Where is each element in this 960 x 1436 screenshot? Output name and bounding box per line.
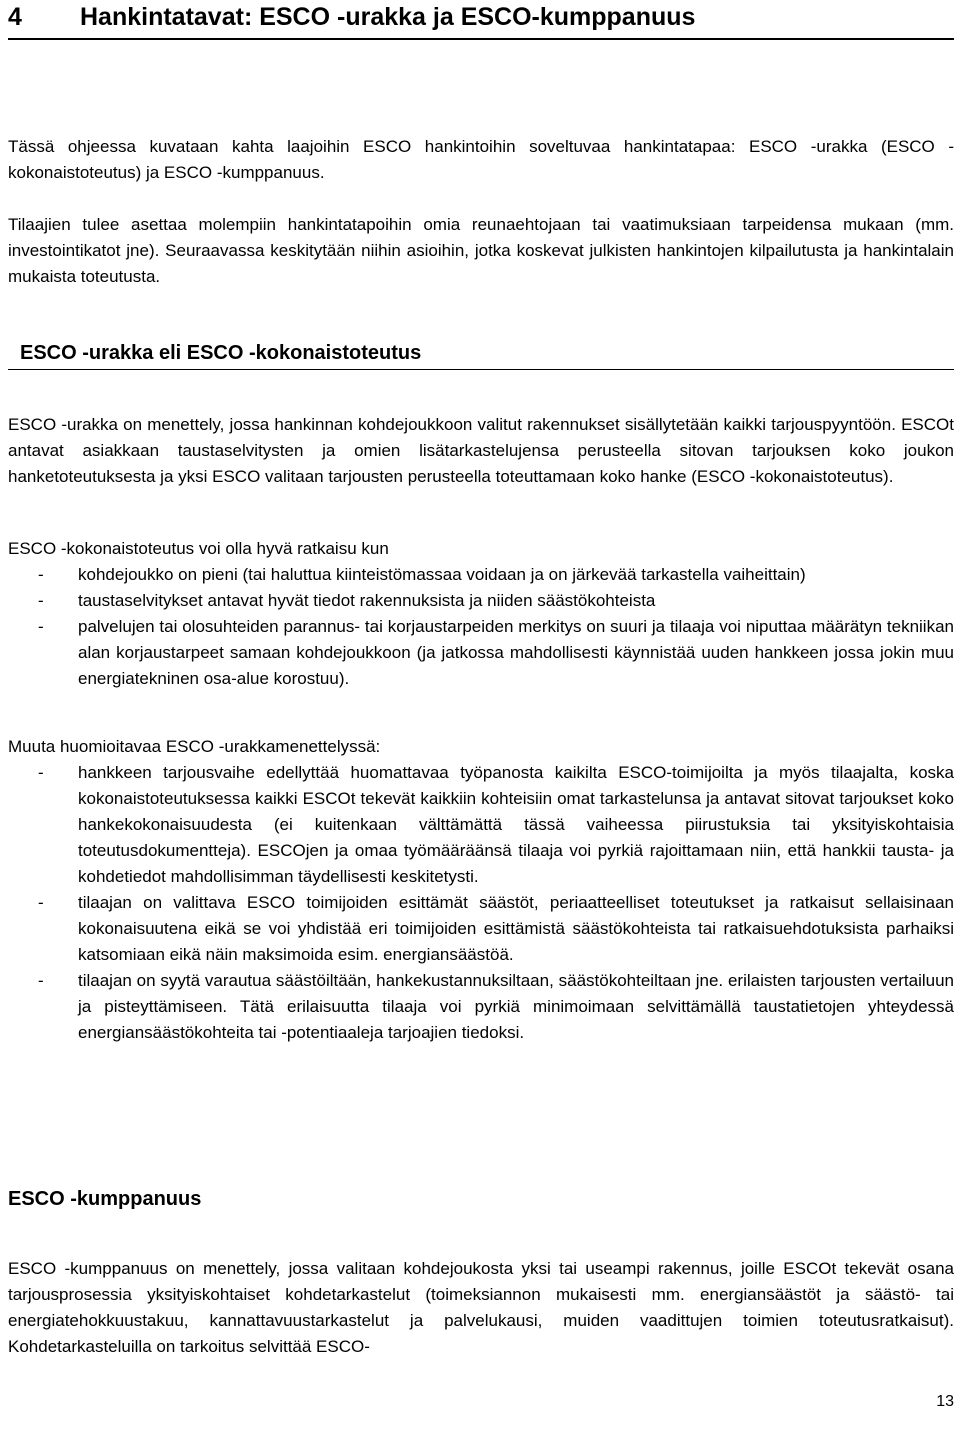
- list-item: [8, 890, 954, 968]
- list-item-text: kohdejoukko on pieni (tai haluttua kiinteistömassaa voidaan ja on järkevää tarkastella vaiheittain): [78, 565, 806, 584]
- list-item: [8, 760, 954, 890]
- list-item-text: hankkeen tarjousvaihe edellyttää huomattavaa työpanosta kaikilta ESCO-toimijoilta ja myös tilaajalta, koska kokonaistoteutuksessa kaikki ESCOt tekevät kaikkiin kohteisiin omat tarkastelunsa ja antavat sitovat tarjoukset koko hankekokonaisuudesta (ei kuitenkaan välttämättä tässä vaiheessa piirustuksia tai yksityiskohtaisia toteutusdokumentteja). ESCOjen ja omaa työmääräänsä tilaaja voi pyrkiä rajoittamaan niin, että hankkii tausta- ja kohdetiedot mahdollisimman täydellisesti keskitetysti.: [78, 763, 954, 886]
- intro-paragraph-1: Tässä ohjeessa kuvataan kahta laajoihin ESCO hankintoihin soveltuvaa hankintatapaa: ESCO -urakka (ESCO -kokonaistoteutus) ja ESCO -kumppanuus.: [8, 137, 954, 182]
- section-heading-esco-kumppanuus: ESCO -kumppanuus: [8, 1188, 202, 1210]
- list-item: [8, 588, 954, 614]
- list-item-text: palvelujen tai olosuhteiden parannus- tai korjaustarpeiden merkitys on suuri ja tilaaja voi niputtaa määrätyn tekniikan alan korjaustarpeet samaan kohdejoukkoon (ja jatkossa mahdollisesti käynnistää uuden hankkeen jossa jokin muu energiatekninen osa-alue korostuu).: [78, 617, 954, 688]
- list-item-text: taustaselvitykset antavat hyvät tiedot rakennuksista ja niiden säästökohteista: [78, 591, 656, 610]
- list-bullet: -: [38, 565, 44, 584]
- list-item-text: tilaajan on syytä varautua säästöiltään, hankekustannuksiltaan, säästökohteiltaan jne. erilaisten tarjousten vertailuun ja pisteyttämiseen. Tätä erilaisuutta tilaaja voi pyrkiä minimoimaan selvittämällä taustatietojen yhteydessä energiansäästökohteita tai -potentiaaleja tarjoajien tiedoksi.: [78, 971, 954, 1042]
- list-bullet: -: [38, 893, 44, 912]
- section-heading-esco-urakka: ESCO -urakka eli ESCO -kokonaistoteutus: [20, 342, 422, 364]
- intro-paragraph-2: Tilaajien tulee asettaa molempiin hankintatapoihin omia reunaehtojaan tai vaatimuksiaan tarpeidensa mukaan (mm. investointikatot jne). Seuraavassa keskitytään niihin asioihin, jotka koskevat julkisten hankintojen kilpailutusta ja hankintalain mukaista toteutusta.: [8, 215, 954, 286]
- chapter-heading: [8, 0, 954, 40]
- list-item-text: tilaajan on valittava ESCO toimijoiden esittämät säästöt, periaatteelliset toteutukset ja ratkaisut sellaisinaan kokonaisuutena eikä se voi yhdistää eri toimijoiden esittämistä säästökohteista tai ratkaisuehdotuksista parhaiksi katsomiaan eikä näin maksimoida esim. energiansäästöä.: [78, 893, 954, 964]
- list-item: [8, 614, 954, 692]
- list-bullet: -: [38, 971, 44, 990]
- list-bullet: -: [38, 763, 44, 782]
- chapter-title: Hankintatavat: ESCO -urakka ja ESCO-kumppanuus: [80, 3, 696, 31]
- urakka-description-paragraph: ESCO -urakka on menettely, jossa hankinnan kohdejoukkoon valitut rakennukset sisällytetään kaikki tarjouspyyntöön. ESCOt antavat asiakkaan taustaselvitysten ja omien lisätarkastelujensa perusteella sitovan tarjouksen koko joukon hanketoteutuksesta ja yksi ESCO valitaan tarjousten perusteella toteuttamaan koko hanke (ESCO -kokonaistoteutus).: [8, 415, 954, 486]
- chapter-number: 4: [8, 3, 22, 31]
- list-item: [8, 562, 954, 588]
- list-item: [8, 968, 954, 1046]
- suitability-list: [8, 562, 954, 692]
- document-page: [8, 0, 954, 1436]
- suitability-intro: ESCO -kokonaistoteutus voi olla hyvä ratkaisu kun: [8, 539, 389, 558]
- page-number: 13: [936, 1393, 954, 1410]
- kumppanuus-description-paragraph: ESCO -kumppanuus on menettely, jossa valitaan kohdejoukosta yksi tai useampi rakennus, joille ESCOt tekevät osana tarjousprosessia yksityiskohtaiset kohdetarkastelut (toimeksiannon mukaisesti mm. energiansäästöt ja säästö- tai energiatehokkuustakuu, kannattavuustarkastelut ja palvelukausi, muiden vaadittujen toimien toteutusratkaisut). Kohdetarkasteluilla on tarkoitus selvittää ESCO-: [8, 1259, 954, 1356]
- list-bullet: -: [38, 591, 44, 610]
- notes-intro: Muuta huomioitavaa ESCO -urakkamenettelyssä:: [8, 737, 381, 756]
- section-heading-underline: [8, 369, 954, 370]
- list-bullet: -: [38, 617, 44, 636]
- notes-list: [8, 760, 954, 1046]
